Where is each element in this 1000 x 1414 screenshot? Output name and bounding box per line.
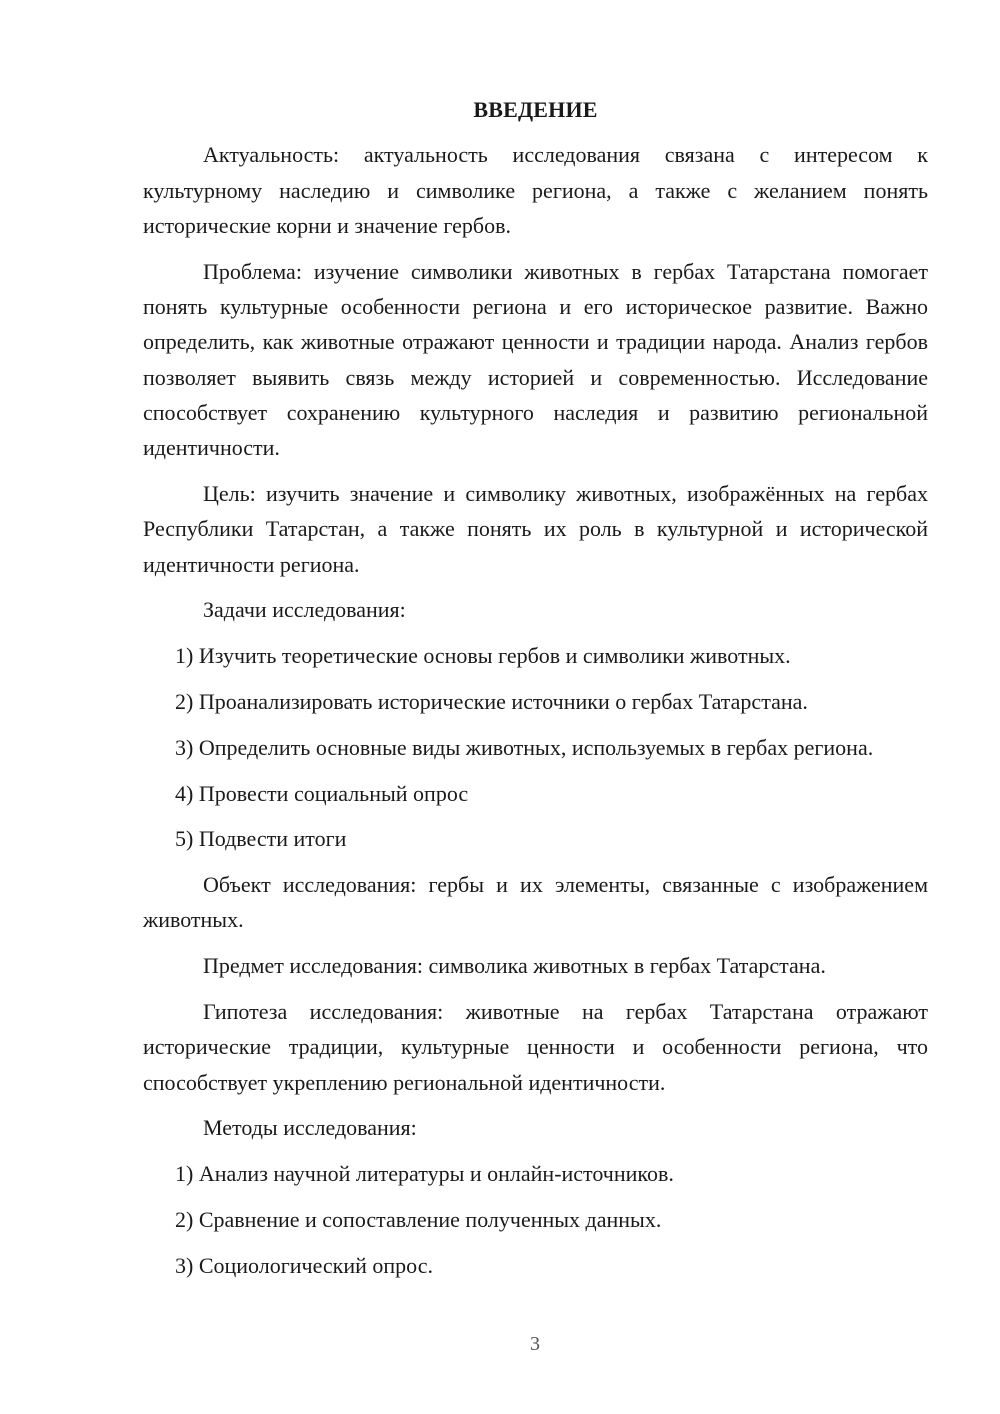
- task-item-3: 3) Определить основные виды животных, используемых в гербах региона.: [175, 734, 874, 760]
- task-item-2: 2) Проанализировать исторические источники о гербах Татарстана.: [175, 688, 808, 714]
- paragraph-object: Объект исследования: гербы и их элементы, связанные с изображением животных.: [143, 872, 928, 933]
- section-title: ВВЕДЕНИЕ: [473, 97, 598, 122]
- paragraph-subject: Предмет исследования: символика животных в гербах Татарстана.: [203, 953, 826, 979]
- task-item-5: 5) Подвести итоги: [175, 826, 347, 852]
- paragraph-tasks-heading: Задачи исследования:: [203, 597, 406, 623]
- paragraph-problem: Проблема: изучение символики животных в гербах Татарстана помогает понять культурные особенности региона и его историческое развитие. Важно определить, как животные отражают ценности и традиции народа. Анализ гербов позволяет выявить связь между историей и современностью. Исследование способствует сохранению культурного наследия и развитию региональной идентичности.: [143, 258, 928, 461]
- paragraph-hypothesis: Гипотеза исследования: животные на гербах Татарстана отражают исторические традиции, культурные ценности и особенности региона, что способствует укреплению региональной идентичности.: [143, 999, 928, 1095]
- method-item-2: 2) Сравнение и сопоставление полученных данных.: [175, 1207, 662, 1233]
- paragraph-methods-heading: Методы исследования:: [203, 1115, 417, 1141]
- task-item-1: 1) Изучить теоретические основы гербов и символики животных.: [175, 643, 791, 669]
- task-item-4: 4) Провести социальный опрос: [175, 780, 469, 806]
- page-number: 3: [530, 1333, 540, 1355]
- paragraph-goal: Цель: изучить значение и символику животных, изображённых на гербах Республики Татарстан, а также понять их роль в культурной и исторической идентичности региона.: [143, 480, 928, 577]
- document-page: [143, 92, 928, 1294]
- method-item-1: 1) Анализ научной литературы и онлайн-источников.: [175, 1161, 674, 1187]
- paragraph-relevance: Актуальность: актуальность исследования связана с интересом к культурному наследию и символике региона, а также с желанием понять исторические корни и значение гербов.: [143, 142, 928, 238]
- method-item-3: 3) Социологический опрос.: [175, 1252, 433, 1278]
